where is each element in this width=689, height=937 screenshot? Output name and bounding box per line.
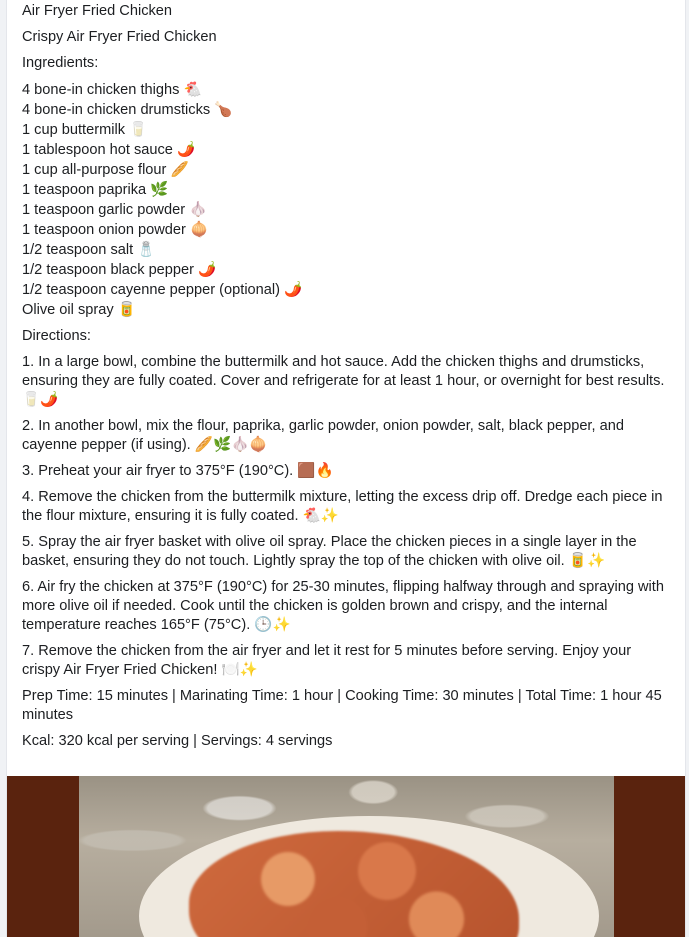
direction-step: 4. Remove the chicken from the buttermilk mixture, letting the excess drip off. Dredge each piece in the flour mixture, ensuring it is fully coated. 🐔✨: [22, 489, 663, 524]
post-text: [7, 0, 685, 751]
ingredient-item: 1 tablespoon hot sauce 🌶️: [22, 142, 196, 158]
ingredient-item: 1 cup all-purpose flour 🥖: [22, 162, 189, 178]
post-card: [6, 0, 686, 937]
nutrition-line: Kcal: 320 kcal per serving | Servings: 4 servings: [22, 733, 333, 749]
directions-heading: Directions:: [22, 328, 91, 344]
ingredient-item: Olive oil spray 🥫: [22, 302, 136, 318]
fried-chicken-image: [79, 776, 614, 937]
ingredient-item: 1 teaspoon onion powder 🧅: [22, 222, 209, 238]
ingredient-item: 1/2 teaspoon black pepper 🌶️: [22, 262, 217, 278]
ingredient-item: 1 teaspoon paprika 🌿: [22, 182, 169, 198]
direction-step: 2. In another bowl, mix the flour, paprika, garlic powder, onion powder, salt, black pepper, and cayenne pepper (if using). 🥖🌿🧄🧅: [22, 418, 624, 453]
direction-step: 3. Preheat your air fryer to 375°F (190°C). 🟫🔥: [22, 463, 334, 479]
ingredient-item: 4 bone-in chicken thighs 🐔: [22, 82, 202, 98]
direction-step: 1. In a large bowl, combine the buttermilk and hot sauce. Add the chicken thighs and drumsticks, ensuring they are fully coated. Cover and refrigerate for at least 1 hour, or overnight for best results. 🥛🌶️: [22, 354, 665, 408]
ingredients-heading: Ingredients:: [22, 55, 99, 71]
direction-step: 5. Spray the air fryer basket with olive oil spray. Place the chicken pieces in a single layer in the basket, ensuring they do not touch. Lightly spray the top of the chicken with olive oil. 🥫✨: [22, 534, 637, 569]
post-photo[interactable]: [7, 776, 686, 937]
times-line: Prep Time: 15 minutes | Marinating Time: 1 hour | Cooking Time: 30 minutes | Total Time: 1 hour 45 minutes: [22, 688, 662, 723]
post-title: Air Fryer Fried Chicken: [22, 3, 173, 19]
direction-step: 7. Remove the chicken from the air fryer and let it rest for 5 minutes before serving. Enjoy your crispy Air Fryer Fried Chicken! 🍽️✨: [22, 643, 632, 678]
ingredient-item: 4 bone-in chicken drumsticks 🍗: [22, 102, 233, 118]
post-subtitle: Crispy Air Fryer Fried Chicken: [22, 29, 217, 45]
direction-step: 6. Air fry the chicken at 375°F (190°C) for 25-30 minutes, flipping halfway through and spraying with more olive oil if needed. Cook until the chicken is golden brown and crispy, and the internal temperature reaches 165°F (75°C). 🕒✨: [22, 579, 664, 633]
ingredient-item: 1 teaspoon garlic powder 🧄: [22, 202, 208, 218]
ingredient-item: 1/2 teaspoon salt 🧂: [22, 242, 156, 258]
ingredients-list: [22, 80, 669, 320]
ingredient-item: 1 cup buttermilk 🥛: [22, 122, 148, 138]
ingredient-item: 1/2 teaspoon cayenne pepper (optional) 🌶️: [22, 282, 303, 298]
